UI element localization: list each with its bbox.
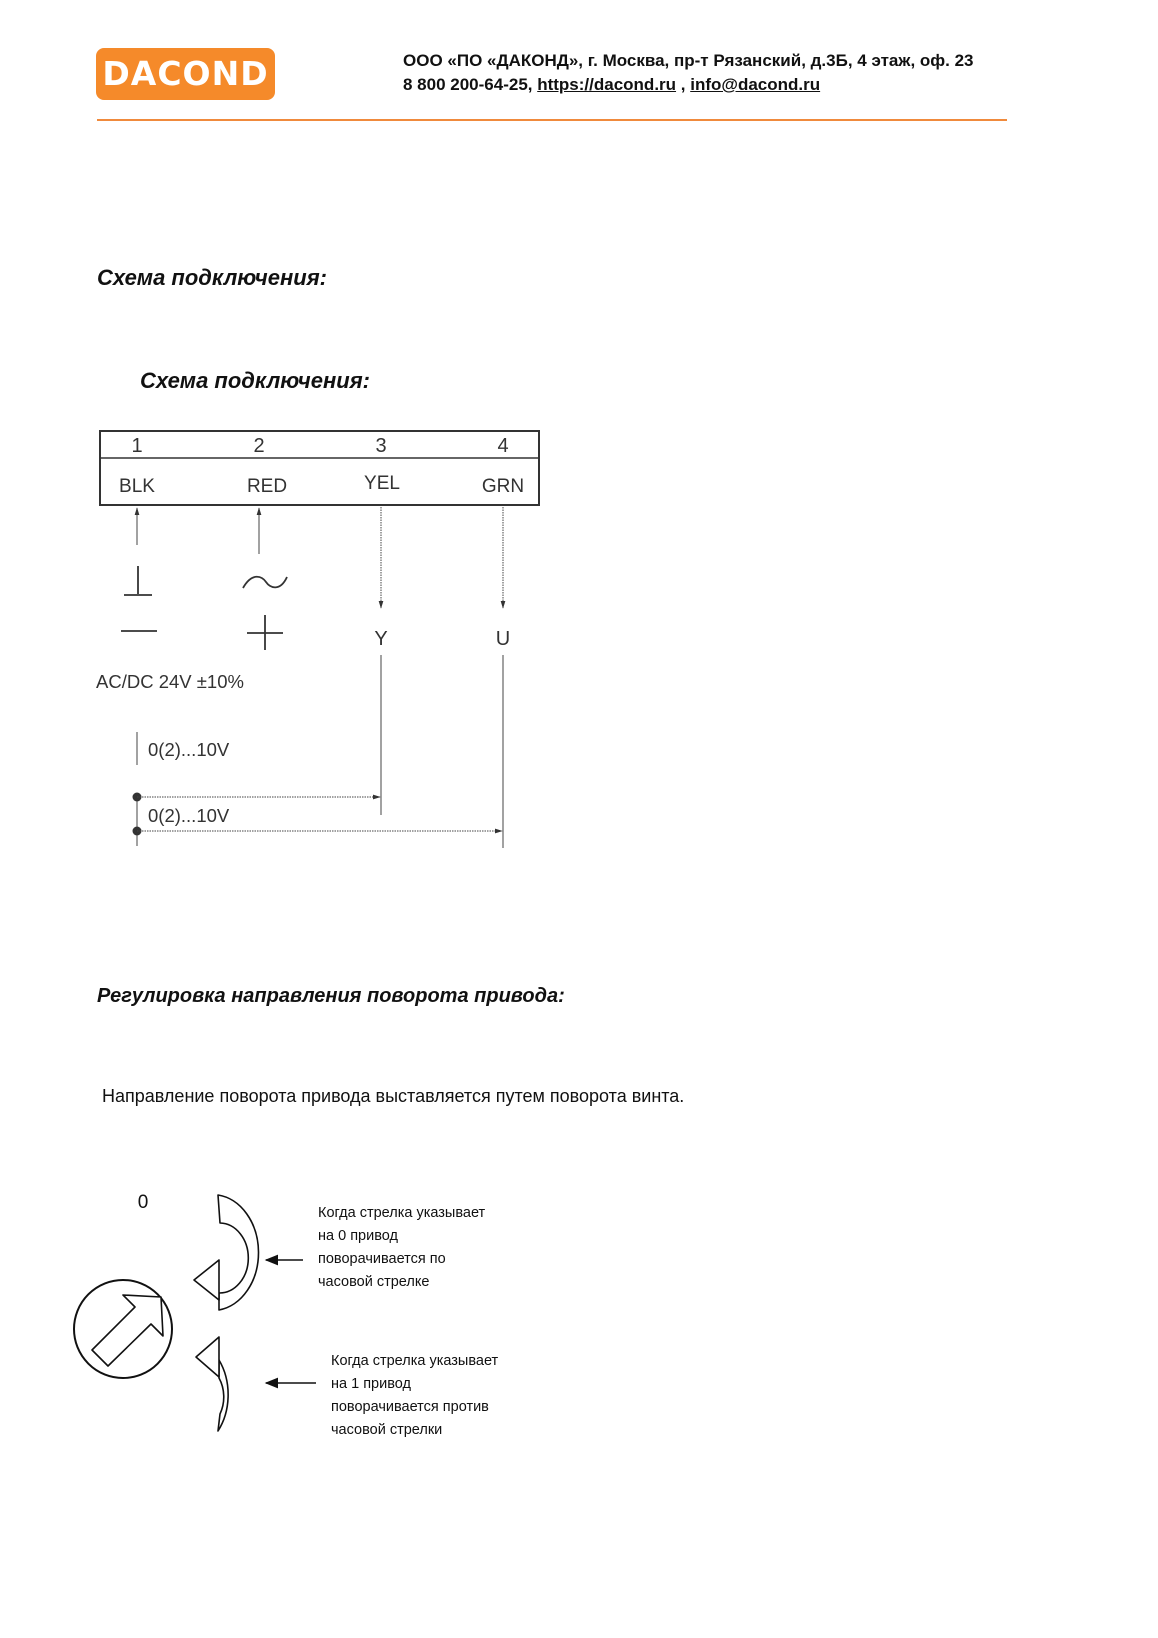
note-line: поворачивается по bbox=[318, 1251, 446, 1267]
terminal-number-2: 2 bbox=[253, 435, 265, 457]
wire-color-yel: YEL bbox=[364, 473, 400, 494]
clockwise-note bbox=[318, 1202, 485, 1294]
section-title-direction: Регулировка направления поворота привода: bbox=[97, 985, 565, 1007]
dial-zero-label: 0 bbox=[137, 1192, 149, 1213]
input-range-label-2: 0(2)...10V bbox=[148, 805, 230, 826]
note-line: поворачивается против bbox=[331, 1399, 489, 1415]
counterclockwise-note bbox=[331, 1350, 498, 1442]
note-line: часовой стрелке bbox=[318, 1274, 430, 1290]
wire-color-red: RED bbox=[246, 476, 288, 497]
section-title-wiring-diagram: Схема подключения: bbox=[140, 368, 371, 393]
note-line: на 0 привод bbox=[318, 1228, 398, 1244]
clockwise-arrow-icon bbox=[218, 1195, 258, 1310]
logo-text: DACOND bbox=[102, 54, 269, 93]
note-line: часовой стрелки bbox=[331, 1422, 443, 1438]
note-line: Когда стрелка указывает bbox=[331, 1353, 499, 1369]
terminal-number-3: 3 bbox=[375, 435, 387, 457]
supply-voltage-label: AC/DC 24V ±10% bbox=[96, 671, 244, 692]
wire-color-grn: GRN bbox=[481, 476, 525, 497]
dial-arrow-icon bbox=[92, 1295, 163, 1366]
contact-separator: , bbox=[676, 75, 691, 94]
section-title-wiring: Схема подключения: bbox=[97, 265, 328, 290]
company-address: ООО «ПО «ДАКОНД», г. Москва, пр-т Рязанский, д.3Б, 4 этаж, оф. 23 bbox=[403, 51, 974, 70]
website-link[interactable]: https://dacond.ru bbox=[537, 75, 677, 94]
note-line: на 1 привод bbox=[331, 1376, 411, 1392]
direction-description: Направление поворота привода выставляется путем поворота винта. bbox=[102, 1086, 685, 1106]
terminal-number-4: 4 bbox=[497, 435, 509, 457]
phone-number: 8 800 200-64-25, bbox=[403, 75, 538, 94]
email-link[interactable]: info@dacond.ru bbox=[690, 75, 821, 94]
wire-color-blk: BLK bbox=[119, 476, 155, 497]
signal-y-label: Y bbox=[374, 628, 388, 650]
note-line: Когда стрелка указывает bbox=[318, 1205, 486, 1221]
signal-u-label: U bbox=[495, 628, 511, 650]
input-range-label-1: 0(2)...10V bbox=[148, 739, 230, 760]
terminal-number-1: 1 bbox=[131, 435, 143, 457]
